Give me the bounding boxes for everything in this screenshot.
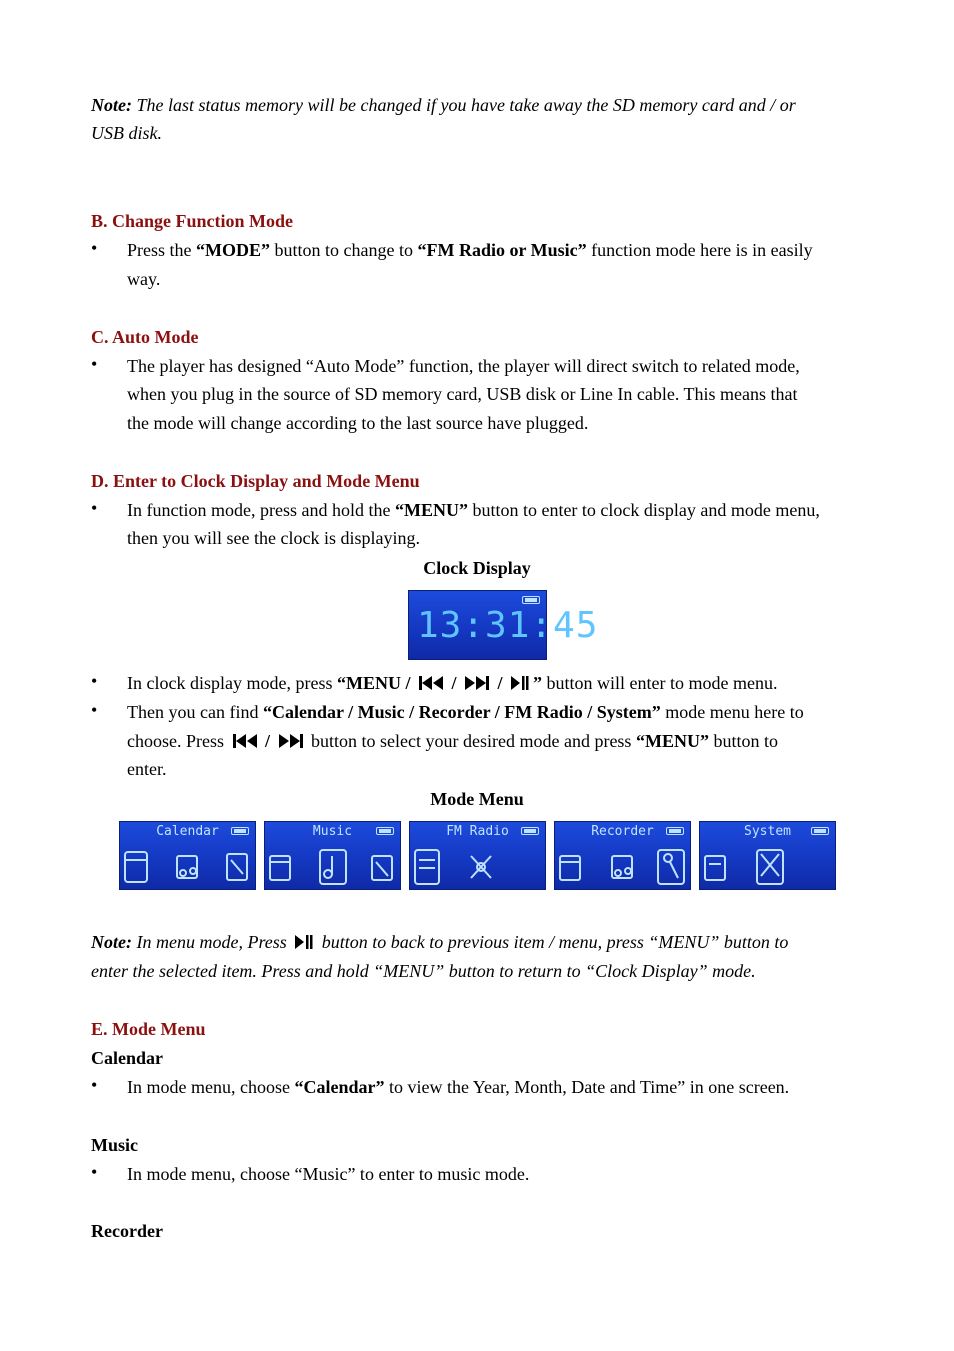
clock-bullet-line2: then you will see the clock is displaying. bbox=[127, 528, 420, 548]
text-span: Then you can find bbox=[127, 702, 263, 722]
text-span: In menu mode, Press bbox=[131, 932, 292, 952]
clock-time: 13:31:45 bbox=[417, 605, 599, 646]
play-pause-icon bbox=[510, 675, 530, 691]
skip-back-icon bbox=[418, 675, 444, 691]
menu-icons bbox=[413, 848, 541, 886]
auto-mode-line3: the mode will change according to the last source have plugged. bbox=[127, 413, 589, 433]
section-heading-clock-display: D. Enter to Clock Display and Mode Menu bbox=[91, 471, 420, 491]
note-text-line2: enter the selected item. Press and hold “MENU” button to return to “Clock Display” mode. bbox=[91, 961, 756, 981]
note-paragraph bbox=[91, 93, 796, 117]
bullet-dot: • bbox=[91, 498, 98, 518]
battery-icon bbox=[376, 827, 394, 835]
clock-display-caption: Clock Display bbox=[423, 558, 531, 578]
battery-icon bbox=[811, 827, 829, 835]
battery-icon bbox=[522, 596, 540, 604]
auto-mode-line1: The player has designed “Auto Mode” function, the player will direct switch to related mode, bbox=[127, 356, 800, 376]
fm-radio-music-ref: “FM Radio or Music” bbox=[417, 240, 587, 260]
battery-icon bbox=[231, 827, 249, 835]
modes-list-ref: “Calendar / Music / Recorder / FM Radio / System” bbox=[262, 702, 661, 722]
note-text-line2: USB disk. bbox=[91, 123, 162, 143]
menu-button-ref: “MENU / bbox=[336, 673, 415, 693]
subheading-calendar: Calendar bbox=[91, 1048, 163, 1068]
skip-forward-icon bbox=[278, 733, 304, 749]
mode-screen-recorder bbox=[554, 821, 691, 890]
bullet-text-mode bbox=[127, 238, 813, 262]
text-span: button to change to bbox=[270, 240, 418, 260]
text-span: Press the bbox=[127, 240, 196, 260]
note-paragraph bbox=[91, 930, 788, 954]
text-span: / bbox=[260, 731, 275, 751]
calendar-text bbox=[127, 1075, 789, 1099]
clock-display-screen bbox=[408, 590, 599, 660]
text-span: In mode menu, choose bbox=[127, 1077, 295, 1097]
screen-title: Recorder bbox=[591, 824, 654, 839]
subheading-recorder: Recorder bbox=[91, 1221, 163, 1241]
mode-menu-entry-line bbox=[127, 671, 777, 695]
text-span: mode menu here to bbox=[660, 702, 804, 722]
text-span: ” bbox=[532, 673, 542, 693]
bullet-text-mode-line2: way. bbox=[127, 269, 161, 289]
screen-title: System bbox=[744, 824, 791, 839]
battery-icon bbox=[521, 827, 539, 835]
menu-icons bbox=[268, 848, 396, 886]
bullet-dot: • bbox=[91, 700, 98, 720]
menu-icons bbox=[703, 848, 831, 886]
mode-menu-choose-line1 bbox=[127, 700, 804, 724]
text-span: button to bbox=[708, 731, 778, 751]
menu-icons bbox=[558, 848, 686, 886]
mode-screen-system bbox=[699, 821, 836, 890]
screen-title: FM Radio bbox=[446, 824, 509, 839]
bullet-dot: • bbox=[91, 1075, 98, 1095]
text-span: button to enter to clock display and mode menu, bbox=[467, 500, 820, 520]
skip-back-icon bbox=[232, 733, 258, 749]
mode-screen-calendar bbox=[119, 821, 256, 890]
note-label: Note: bbox=[91, 932, 132, 952]
play-pause-icon bbox=[294, 934, 314, 950]
text-span: In clock display mode, press bbox=[127, 673, 337, 693]
note-label: Note: bbox=[91, 95, 132, 115]
text-span: / bbox=[492, 673, 507, 693]
mode-menu-choose-line2 bbox=[127, 729, 778, 753]
screen-title: Calendar bbox=[156, 824, 219, 839]
screen-title: Music bbox=[312, 824, 353, 839]
bullet-dot: • bbox=[91, 671, 98, 691]
text-span: button to back to previous item / menu, press “MENU” button to bbox=[317, 932, 789, 952]
bullet-dot: • bbox=[91, 238, 98, 258]
text-span: button to select your desired mode and press bbox=[306, 731, 636, 751]
section-heading-mode-menu: E. Mode Menu bbox=[91, 1019, 206, 1039]
bullet-dot: • bbox=[91, 354, 98, 374]
menu-icons bbox=[123, 848, 251, 886]
note-text: The last status memory will be changed if you have take away the SD memory card and / or bbox=[131, 95, 796, 115]
battery-icon bbox=[666, 827, 684, 835]
text-span: In function mode, press and hold the bbox=[127, 500, 395, 520]
menu-button-ref: “MENU” bbox=[394, 500, 468, 520]
calendar-ref: “Calendar” bbox=[294, 1077, 385, 1097]
bullet-dot: • bbox=[91, 1162, 98, 1182]
text-span: choose. Press bbox=[127, 731, 229, 751]
mode-screen-fm-radio bbox=[409, 821, 546, 890]
auto-mode-line2: when you plug in the source of SD memory card, USB disk or Line In cable. This means that bbox=[127, 384, 798, 404]
text-span: / bbox=[446, 673, 461, 693]
section-heading-auto-mode: C. Auto Mode bbox=[91, 327, 199, 347]
text-span: button will enter to mode menu. bbox=[541, 673, 778, 693]
menu-button-ref: “MENU” bbox=[635, 731, 709, 751]
mode-screen-music bbox=[264, 821, 401, 890]
mode-menu-choose-line3: enter. bbox=[127, 759, 167, 779]
subheading-music: Music bbox=[91, 1135, 138, 1155]
mode-button-ref: “MODE” bbox=[196, 240, 270, 260]
section-heading-change-function-mode: B. Change Function Mode bbox=[91, 211, 294, 231]
clock-bullet-line1 bbox=[127, 498, 820, 522]
mode-menu-caption: Mode Menu bbox=[430, 789, 524, 809]
music-text: In mode menu, choose “Music” to enter to music mode. bbox=[127, 1164, 530, 1184]
skip-forward-icon bbox=[464, 675, 490, 691]
text-span: to view the Year, Month, Date and Time” in one screen. bbox=[384, 1077, 790, 1097]
text-span: function mode here is in easily bbox=[586, 240, 813, 260]
